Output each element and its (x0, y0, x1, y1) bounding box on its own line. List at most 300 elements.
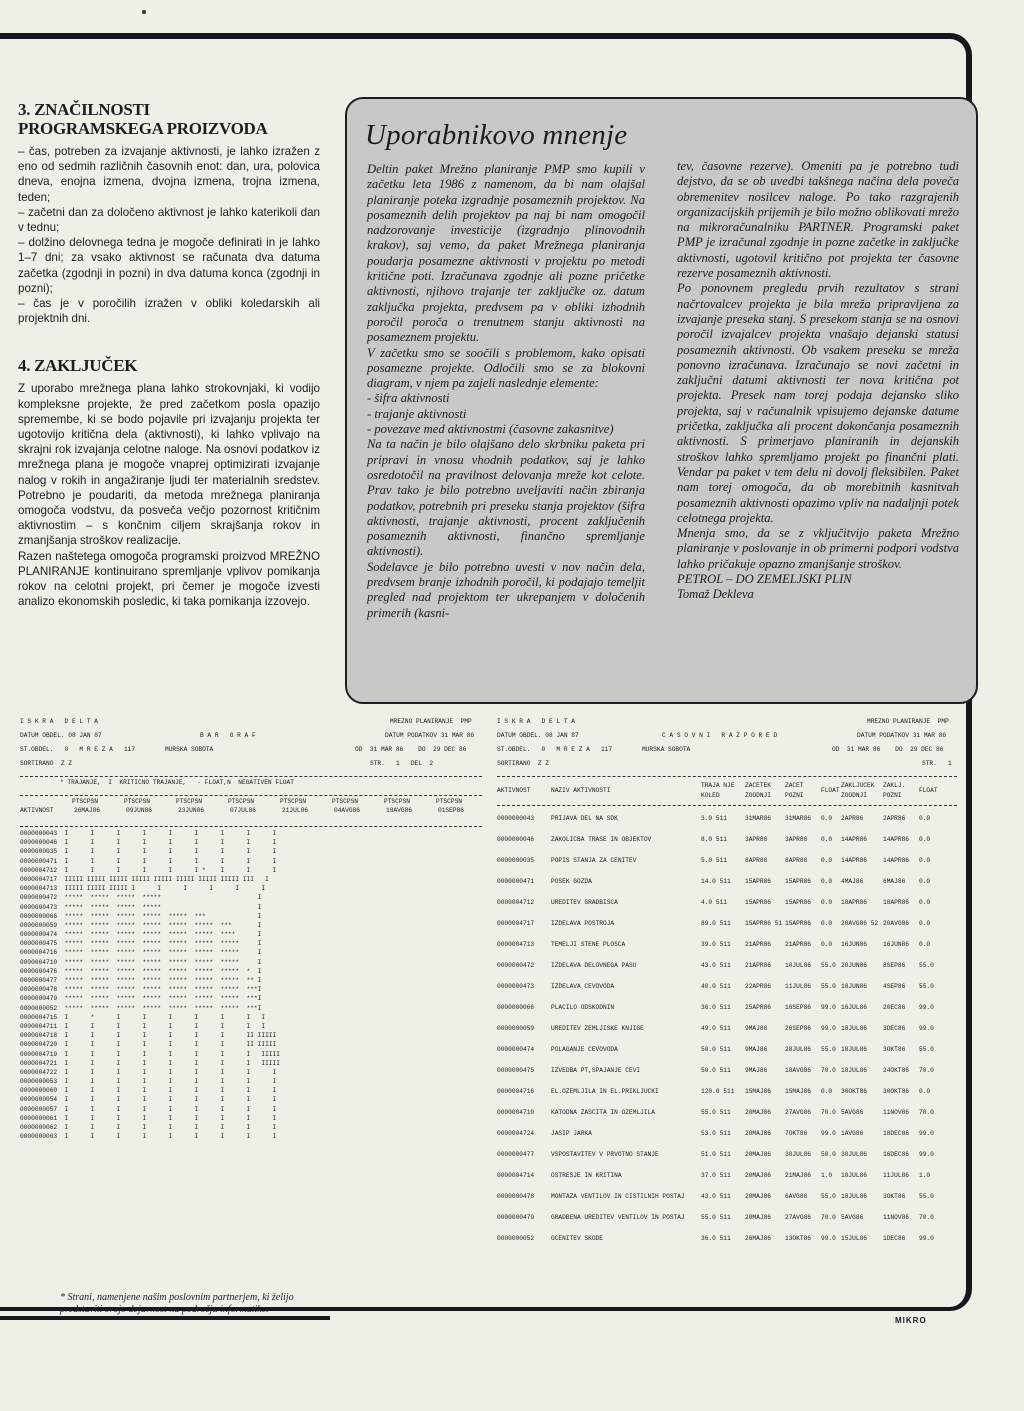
table-cell: 55.0 (821, 983, 836, 990)
table-row: 0000000062 I I I I I I I I I (20, 1124, 277, 1131)
printout-header-line3 (20, 746, 482, 760)
table-cell: 2APR86 (841, 815, 864, 822)
week-date: 18AVG86 (386, 807, 412, 814)
table-cell: 21APR86 (745, 941, 771, 948)
table-row: 0000004711 I I I I I I I I I (20, 1022, 266, 1030)
table-cell: PRIJAVA DEL NA SDK (551, 815, 618, 822)
table-cell: IZVEDBA PT,SPAJANJE CEVI (551, 1067, 641, 1074)
table-cell: 3OKT86 (883, 1046, 906, 1053)
table-cell: 16SEP86 (785, 1004, 811, 1011)
table-row: 0000004721 I I I I I I I I IIIII (20, 1059, 280, 1067)
data-date: DATUM PODATKOV 31 MAR 86 (385, 732, 475, 739)
opinion-title: Uporabnikovo mnenje (365, 119, 628, 151)
table-cell: 70.0 (821, 1067, 836, 1074)
table-cell: 3DEC86 (883, 1025, 906, 1032)
table-cell: PLACILO ODSKODNIN (551, 1004, 615, 1011)
table-cell: MONTAZA VENTILOV IN CISTILNIH POSTAJ (551, 1193, 685, 1200)
table-cell: 11NOV86 (883, 1109, 909, 1116)
table-cell: 120.0 511 (701, 1088, 735, 1095)
table-cell: 4SEP86 (883, 983, 906, 990)
table-row (497, 913, 957, 934)
section4-title: 4. ZAKLJUČEK (18, 356, 138, 376)
table-cell: 0000004724 (497, 1130, 535, 1137)
column-header: FLOAT (821, 787, 840, 794)
column-header: ZAKLJUCEK ZGODNJI (841, 782, 875, 799)
column-header: ZACETEK ZGODNJI (745, 782, 771, 799)
table-row: 0000000477 ***** ***** ***** ***** ***** ***** ***** ** I (20, 977, 262, 984)
column-header: ZACET POZNI (785, 782, 804, 799)
table-cell: 11JUL86 (785, 983, 811, 990)
page-number: STR. 1 (922, 760, 952, 767)
table-row (497, 808, 957, 829)
table-cell: 3OKT86 (883, 1193, 906, 1200)
table-cell: 6MAJ86 (883, 878, 906, 885)
table-cell: 0.0 (821, 857, 833, 864)
table-cell: 37.0 511 (701, 1172, 731, 1179)
table-cell: 99.0 (821, 1235, 836, 1242)
table-cell: 14APR86 (883, 836, 909, 843)
table-row (497, 1144, 957, 1165)
process-date: DATUM OBDEL. 08 JAN 87 (497, 732, 579, 739)
table-row (497, 829, 957, 850)
table-cell: 15APR86 (745, 899, 771, 906)
schedule-header-line3 (497, 746, 957, 760)
table-cell: 0000000043 (497, 815, 535, 822)
table-row: 0000004719 I I I I I I I I IIIII (20, 1050, 280, 1058)
table-row (497, 1081, 957, 1102)
table-cell: 0000000474 (497, 1046, 535, 1053)
table-row: 0000000043 I I I I I I I I I (20, 830, 277, 837)
table-cell: 70.0 (919, 1109, 934, 1116)
week-date: 23JUN86 (178, 807, 204, 814)
table-row: 0000004722 I I I I I I I I I (20, 1068, 277, 1076)
table-cell: 0000004712 (497, 899, 535, 906)
table-cell: 30OKT86 (841, 1088, 867, 1095)
table-cell: 0000004716 (497, 1088, 535, 1095)
table-cell: POSEK GOZDA (551, 878, 592, 885)
table-cell: 43.0 511 (701, 1193, 731, 1200)
schedule-rows (497, 808, 957, 1249)
table-cell: 22APR86 (745, 983, 771, 990)
week-label: PTSCPSN (280, 798, 306, 805)
table-cell: 99.0 (919, 1151, 934, 1158)
table-cell: 18APR86 (883, 899, 909, 906)
table-cell: 16JUN86 (883, 941, 909, 948)
table-cell: 1AVG86 (841, 1130, 864, 1137)
table-row: 0000004717 IIIII IIIII IIIII IIIII IIIII IIIII IIIII IIIII III I (20, 875, 269, 883)
table-cell: 70.0 (919, 1067, 934, 1074)
table-cell: EL.OZEMLJILA IN EL.PRIKLJUCKI (551, 1088, 659, 1095)
opinion-column-2: tev, časovne rezerve). Omeniti pa je potrebno tudi dejstvo, da se ob uvedbi takšnega načina dela poveča obremenitev nosilcev naloge. Po tako razgrajenih organizacijskih prijemih je bilo možno oblikovati mrežo na mikroračunalniku PARTNER. Programski paket PMP je izračunal zgodnje in pozne začetke in zaključke aktivnosti, ugotovil kritično pot projekta ter časovne rezerve posameznih aktivnosti. Po ponovnem pregledu prvih rezultatov s strani načrtovalcev projekta je bila mreža pripravljena za izvajanje preseka stanj. S presekom stanja se na osnovi poročil izvajalcev projekta vnašajo dejanski statusi posameznih aktivnosti. Ob vsakem preseku se mreža ponovno izračunava. Izračunajo se novi začetni in zaključni datumi aktivnosti ter nova kritična pot projekta. Presek nam torej podaja dejansko sliko projekta, saj v računalnik vpisujemo dejanske datume pričetka, zaključka ali procent dokončanja posameznih aktivnosti. S primerjavo planiranih in dejanskih stroškov lahko spremljamo projekt po finančni plati. Vendar pa paket v tem delu ni dovolj fleksibilen. Paket nam torej omogoča, da ob morebitnih kasnitvah posameznih aktivnosti opazimo vpliv na nadaljnji potek celotnega projekta. Mnenja smo, da se z vključitvijo paketa Mrežno planiranje v poslovanje in ob primerni podpori vodstva lahko pričakuje opazno zmanjšanje stroškov. PETROL – DO ZEMELJSKI PLIN Tomaž Dekleva (677, 159, 959, 602)
table-cell: 18JUL86 (841, 1193, 867, 1200)
table-cell: 39.0 511 (701, 941, 731, 948)
column-header: ZAKLJ. POZNI (883, 782, 906, 799)
table-cell: 8APR86 (785, 857, 808, 864)
table-cell: 21APR86 (785, 941, 811, 948)
table-cell: 16JUN86 (841, 941, 867, 948)
week-label: PTSCPSN (72, 798, 98, 805)
table-cell: 40.0 511 (701, 983, 731, 990)
table-cell: POLAGANJE CEVOVODA (551, 1046, 618, 1053)
table-cell: 3APR86 (745, 836, 768, 843)
table-row: 0000000061 I I I I I I I I I (20, 1114, 277, 1122)
table-cell: 8SEP86 (883, 962, 906, 969)
table-cell: 0.0 (919, 815, 931, 822)
table-cell: 14APR86 (841, 857, 867, 864)
table-row (497, 850, 957, 871)
column-header: TRAJA NJE KOLED (701, 782, 735, 799)
table-row (497, 892, 957, 913)
table-cell: 0.0 (821, 941, 833, 948)
report-title: B A R G R A F (200, 732, 256, 739)
table-cell: 18JUL86 (841, 1025, 867, 1032)
table-cell: 53.0 511 (701, 1130, 731, 1137)
week-label: PTSCPSN (176, 798, 202, 805)
table-cell: 20MAJ86 (745, 1172, 771, 1179)
table-cell: 99.0 (821, 1130, 836, 1137)
column-header: FLOAT (919, 787, 938, 794)
table-cell: 24OKT86 (883, 1067, 909, 1074)
table-cell: 0000000471 (497, 878, 535, 885)
table-cell: 31MAR86 (745, 815, 771, 822)
table-row: 0000000052 ***** ***** ***** ***** ***** ***** ***** ***I (20, 1004, 262, 1012)
left-column (18, 100, 320, 609)
week-label: PTSCPSN (124, 798, 150, 805)
table-row: 0000004712 I I I I I I * I I I (20, 866, 277, 874)
section3-title: 3. ZNAČILNOSTI PROGRAMSKEGA PROIZVODA (18, 100, 268, 138)
table-cell: 0000000479 (497, 1214, 535, 1221)
week-label: PTSCPSN (384, 798, 410, 805)
footnote: * Strani, namenjene našim poslovnim partnerjem, ki želijo predstaviti svojo dejavnost na področju informatike. (60, 1292, 294, 1315)
table-row: 0000000046 I I I I I I I I I (20, 839, 277, 847)
table-cell: 15APR86 (745, 878, 771, 885)
table-cell: 89.0 511 (701, 920, 731, 927)
table-cell: 14APR86 (841, 836, 867, 843)
table-cell: 4.0 511 (701, 899, 727, 906)
table-row (497, 1207, 957, 1228)
table-row (497, 976, 957, 997)
table-cell: 26SEP86 (785, 1025, 811, 1032)
opinion-column-1: Deltin paket Mrežno planiranje PMP smo kupili v začetku leta 1986 z namenom, da bi nam olajšal planiranje poteka izgradnje posameznih projektov. Na posameznih delih projektov pa naj bi nam omogočil nadzorovanje investicije (izgradnjo plinovodnih krakov), saj vemo, da paket Mrežnega planiranja poudarja posamezne aktivnosti v projektu po metodi kritične poti. Izračunava zgodnje ali pozne pričetke aktivnosti, njihovo trajanje ter zaključke oz. datum zaključka projekta, predvsem pa v obliki izhodnih poročil poroča o trenutnem stanju aktivnosti na posameznem projektu. V začetku smo se soočili s problemom, kako opisati posamezne projekte. Odločili smo se za blokovni diagram, v njem pa zajeli naslednje elemente: - šifra aktivnosti - trajanje aktivnosti - povezave med aktivnostmi (časovne zakasnitve) Na ta način je bilo olajšano delo skrbniku paketa pri pripravi in vnosu vhodnih podatkov, saj je lahko osredotočil na pravilnost delovanja mreže kot celote. Prav tako je bilo potrebno uveljaviti način zbiranja podatkov, potrebnih pri preseku stanja projektov (šifra aktivnosti, trajanje aktivnosti, procent zaključenih posameznih aktivnosti, finančno spremljanje aktivnosti). Sodelavce je bilo potrebno uvesti v nov način dela, predvsem branje izhodnih poročil, ki podajajo temeljit pregled nad projektom ter ukrepanjem v določenih primerih (kasni- (367, 162, 645, 620)
table-cell: 1DEC86 (883, 1235, 906, 1242)
table-cell: 0.0 (919, 857, 931, 864)
table-cell: 9MAJ86 (745, 1046, 768, 1053)
table-row (497, 1039, 957, 1060)
printout-header-line4 (20, 760, 482, 774)
table-cell: 28JUL86 (785, 1046, 811, 1053)
table-cell: 99.0 (919, 1235, 934, 1242)
table-cell: 3APR86 (785, 836, 808, 843)
table-cell: 14.0 511 (701, 878, 731, 885)
table-cell: 0000000046 (497, 836, 535, 843)
table-cell: 31MAR86 (785, 815, 811, 822)
table-cell: 13OKT86 (785, 1235, 811, 1242)
table-cell: 6AVG86 (785, 1193, 808, 1200)
table-cell: 20EC86 (883, 1004, 906, 1011)
table-cell: 99.0 (919, 1004, 934, 1011)
user-opinion-box (345, 97, 978, 704)
network-id: ST.OBDEL. 0 M R E Z A 117 (497, 746, 613, 753)
table-cell: 15APR86 (785, 920, 811, 927)
magazine-logo: MIKRO (895, 1316, 927, 1325)
sort-order: SORTIRANO Z Z (20, 760, 72, 767)
table-cell: 55.0 (821, 1046, 836, 1053)
table-cell: 21MAJ86 (785, 1172, 811, 1179)
table-cell: 0.0 (821, 920, 833, 927)
schedule-header-line4 (497, 760, 957, 774)
table-row (497, 1123, 957, 1144)
table-cell: 15JUL86 (841, 1235, 867, 1242)
table-row: 0000000060 I I I I I I I I I (20, 1087, 277, 1095)
table-cell: POPIS STANJA ZA CENITEV (551, 857, 637, 864)
table-cell: 11JUL86 (883, 1172, 909, 1179)
table-cell: 0000000478 (497, 1193, 535, 1200)
table-cell: 50.0 (821, 1151, 836, 1158)
table-cell: 0000004710 (497, 1109, 535, 1116)
table-row: 0000004710 ***** ***** ***** ***** ***** ***** ***** I (20, 958, 262, 966)
table-cell: 36.0 511 (701, 1235, 731, 1242)
report-title: C A S O V N I R A Z P O R E D (662, 732, 778, 739)
table-cell: 0000000035 (497, 857, 535, 864)
table-cell: ZAKOLICBA TRASE IN OBJEKTOV (551, 836, 652, 843)
table-row: 0000000476 ***** ***** ***** ***** ***** ***** ***** * I (20, 967, 262, 975)
table-cell: 20MAJ86 (745, 1130, 771, 1137)
process-date: DATUM OBDEL. 08 JAN 87 (20, 732, 102, 739)
table-row: 0000000035 I I I I I I I I I (20, 848, 277, 856)
system-name: MREZNO PLANIRANJE PMP (867, 718, 949, 725)
table-row: 0000000057 I I I I I I I I I (20, 1105, 277, 1113)
table-cell: 20MAJ86 (745, 1109, 771, 1116)
table-cell: 55.0 (821, 962, 836, 969)
table-cell: IZDELAVA CEVOVODA (551, 983, 615, 990)
table-cell: 0.0 (821, 836, 833, 843)
sort-order: SORTIRANO Z Z (497, 760, 549, 767)
table-cell: 30JUL86 (841, 1151, 867, 1158)
table-cell: 27AVG86 (785, 1214, 811, 1221)
week-label: PTSCPSN (332, 798, 358, 805)
table-cell: 15APR86 51 (745, 920, 783, 927)
table-row (497, 1018, 957, 1039)
footer-bar (0, 1316, 330, 1320)
table-cell: 0000000059 (497, 1025, 535, 1032)
week-label: PTSCPSN (228, 798, 254, 805)
table-cell: 0.0 (919, 941, 931, 948)
table-cell: 15MAJ86 (745, 1088, 771, 1095)
table-row (497, 1102, 957, 1123)
table-cell: 3.0 511 (701, 815, 727, 822)
page-number: STR. 1 DEL 2 (370, 760, 434, 767)
week-date: 01SEP86 (438, 807, 464, 814)
table-row: 0000000066 ***** ***** ***** ***** ***** *** I (20, 912, 262, 920)
table-row (497, 1165, 957, 1186)
table-cell: 4MAJ86 (841, 878, 864, 885)
company-name: I S K R A D E L T A (497, 718, 575, 725)
table-cell: 20AVG86 52 (841, 920, 879, 927)
table-row: 0000000479 ***** ***** ***** ***** ***** ***** ***** ***I (20, 995, 262, 1003)
table-row: 0000000472 ***** ***** ***** ***** I (20, 894, 262, 902)
table-row (497, 1060, 957, 1081)
table-cell: 0000000066 (497, 1004, 535, 1011)
date-range: OD 31 MAR 86 DO 29 DEC 86 (832, 746, 944, 753)
table-cell: 0.0 (919, 1088, 931, 1095)
week-date: 09JUN86 (126, 807, 152, 814)
table-cell: 1.0 (821, 1172, 833, 1179)
table-cell: 20MAJ86 (745, 1151, 771, 1158)
table-cell: 43.0 511 (701, 962, 731, 969)
table-row: 0000000475 ***** ***** ***** ***** ***** ***** ***** I (20, 940, 262, 948)
table-cell: 21APR86 (745, 962, 771, 969)
table-cell: KATODNA ZASCITA IN OZEMLJILA (551, 1109, 655, 1116)
table-cell: 10JUL86 (841, 1172, 867, 1179)
table-cell: 0000000475 (497, 1067, 535, 1074)
table-cell: 55.0 (919, 983, 934, 990)
table-row (497, 1228, 957, 1249)
schedule-printout (497, 718, 957, 1249)
table-cell: 20MAJ86 (745, 1214, 771, 1221)
table-cell: 18APR86 (841, 899, 867, 906)
table-cell: VSPOSTAVITEV V PRVOTNO STANJE (551, 1151, 659, 1158)
table-cell: 20JUN86 (841, 962, 867, 969)
table-cell: 1.0 (919, 1172, 931, 1179)
printout-header-line2 (20, 732, 482, 746)
table-cell: 27AVG86 (785, 1109, 811, 1116)
table-cell: 49.0 511 (701, 1025, 731, 1032)
bar-graph-column-header (20, 798, 482, 824)
table-cell: 9MAJ86 (745, 1067, 768, 1074)
table-cell: 0.0 (821, 1088, 833, 1095)
week-date: 04AVG86 (334, 807, 360, 814)
table-cell: 99.0 (821, 1004, 836, 1011)
table-cell: IZDELAVA DELOVNEGA PASU (551, 962, 637, 969)
table-cell: 11NOV86 (883, 1214, 909, 1221)
legend-line: * TRAJANJE, I KRITICNO TRAJANJE, - FLOAT,N NEGATIVEN FLOAT (60, 779, 294, 786)
table-cell: 70.0 (919, 1214, 934, 1221)
table-cell: 5AVG86 (841, 1214, 864, 1221)
week-date: 07JUL86 (230, 807, 256, 814)
table-cell: 0.0 (821, 815, 833, 822)
place: MURSKA SOBOTA (642, 746, 691, 753)
table-cell: 99.0 (919, 1025, 934, 1032)
table-row: 0000000059 ***** ***** ***** ***** ***** ***** *** I (20, 921, 262, 929)
table-row: 0000004716 ***** ***** ***** ***** ***** ***** ***** I (20, 949, 262, 957)
table-cell: 70.0 (821, 1109, 836, 1116)
table-row (497, 955, 957, 976)
table-cell: 18JUN86 (841, 983, 867, 990)
table-cell: 0.0 (919, 920, 931, 927)
system-name: MREZNO PLANIRANJE PMP (390, 718, 472, 725)
place: MURSKA SOBOTA (165, 746, 214, 753)
table-cell: 51.0 511 (701, 1151, 731, 1158)
table-cell: 0.0 (919, 836, 931, 843)
table-cell: 5AVG86 (841, 1109, 864, 1116)
table-row (497, 934, 957, 955)
week-label: PTSCPSN (436, 798, 462, 805)
table-row: 0000000474 ***** ***** ***** ***** ***** ***** **** I (20, 931, 262, 939)
table-cell: 18AVG86 (785, 1067, 811, 1074)
week-date: 21JUL86 (282, 807, 308, 814)
table-cell: 18JUL86 (841, 1067, 867, 1074)
table-cell: 30JUL86 (785, 1151, 811, 1158)
table-cell: 16JUL86 (841, 1004, 867, 1011)
table-cell: 14APR86 (883, 857, 909, 864)
table-cell: GRADBENA UREDITEV VENTILOV IN POSTAJ (551, 1214, 685, 1221)
table-row: 0000004715 I * I I I I I I I (20, 1013, 266, 1021)
table-cell: 0000004717 (497, 920, 535, 927)
table-cell: 30OKT86 (883, 1088, 909, 1095)
table-row (497, 1186, 957, 1207)
table-cell: 55.0 (919, 962, 934, 969)
table-cell: 0.0 (821, 899, 833, 906)
table-cell: TEMELJI STENE PLOSCA (551, 941, 626, 948)
company-name: I S K R A D E L T A (20, 718, 98, 725)
table-cell: UREDITEV GRADBISCA (551, 899, 618, 906)
table-cell: 50.0 511 (701, 1046, 731, 1053)
table-cell: 0000000473 (497, 983, 535, 990)
table-cell: 0000000472 (497, 962, 535, 969)
table-cell: 10JUL86 (785, 962, 811, 969)
table-cell: 0.0 (919, 878, 931, 885)
table-cell: 0.0 (821, 878, 833, 885)
table-row: 0000004718 I I I I I I I II IIIII (20, 1032, 277, 1040)
table-row: 0000000053 I I I I I I I I I (20, 1078, 277, 1086)
table-row (497, 871, 957, 892)
table-cell: 9MAJ86 (745, 1025, 768, 1032)
table-cell: 99.0 (919, 1130, 934, 1137)
schedule-header-line1 (497, 718, 957, 732)
table-cell: 16DEC86 (883, 1151, 909, 1158)
table-cell: 36.0 511 (701, 1004, 731, 1011)
table-cell: 50.0 511 (701, 1067, 731, 1074)
table-cell: 18JUL86 (841, 1046, 867, 1053)
table-cell: 8.0 511 (701, 836, 727, 843)
schedule-header-line2 (497, 732, 957, 746)
table-cell: 55.0 (919, 1193, 934, 1200)
activity-column-label: AKTIVNOST (20, 807, 54, 814)
table-cell: 7OKT86 (785, 1130, 808, 1137)
table-cell: 18DEC86 (883, 1130, 909, 1137)
table-cell: 20AVG86 (883, 920, 909, 927)
schedule-column-header (497, 779, 957, 803)
data-date: DATUM PODATKOV 31 MAR 86 (857, 732, 947, 739)
print-dot (142, 10, 146, 14)
printout-header-line1 (20, 718, 482, 732)
table-cell: 15MAJ86 (785, 1088, 811, 1095)
table-cell: 55.0 511 (701, 1109, 731, 1116)
network-id: ST.OBDEL. 0 M R E Z A 117 (20, 746, 136, 753)
table-cell: UREDITEV ZEMLJISKE KNJIGE (551, 1025, 644, 1032)
table-cell: 0.0 (919, 899, 931, 906)
table-cell: 55.0 (821, 1193, 836, 1200)
table-cell: JASIP JARKA (551, 1130, 592, 1137)
bar-graph-printout (20, 718, 482, 1141)
table-cell: 15APR86 (785, 878, 811, 885)
table-cell: IZDELAVA POSTROJA (551, 920, 615, 927)
section3-text: – čas, potreben za izvajanje aktivnosti, je lahko izražen z eno od sedmih različnih časovnih enot: dan, ura, polovica dneva, enojna izmena, dvojna izmena, trojna izmena, teden; – začetni dan za določeno aktivnost je lahko katerikoli dan v tednu; – dolžino delovnega tedna je mogoče definirati in je lahko 1–7 dni; za vsako aktivnost se računata dva datuma začetka (zgodnji in pozni) in dva datuma konca (zgodnji in pozni); – čas je v poročilih izražen v obliki koledarskih ali projektnih dni. (18, 145, 320, 326)
table-cell: 0000004714 (497, 1172, 535, 1179)
table-cell: 25APR86 (745, 1004, 771, 1011)
column-header: NAZIV AKTIVNOSTI (551, 787, 611, 794)
table-row: 0000000473 ***** ***** ***** ***** I (20, 903, 262, 911)
table-row: 0000004720 I I I I I I I II IIIII (20, 1041, 277, 1049)
week-date: 26MAJ86 (74, 807, 100, 814)
table-cell: 5.0 511 (701, 857, 727, 864)
table-cell: 26MAJ86 (745, 1235, 771, 1242)
table-cell: 8APR86 (745, 857, 768, 864)
table-cell: OSTRESJE IN KRITINA (551, 1172, 622, 1179)
date-range: OD 31 MAR 86 DO 29 DEC 86 (355, 746, 467, 753)
table-row: 0000000478 ***** ***** ***** ***** ***** ***** ***** ***I (20, 986, 262, 994)
table-cell: 0000004713 (497, 941, 535, 948)
